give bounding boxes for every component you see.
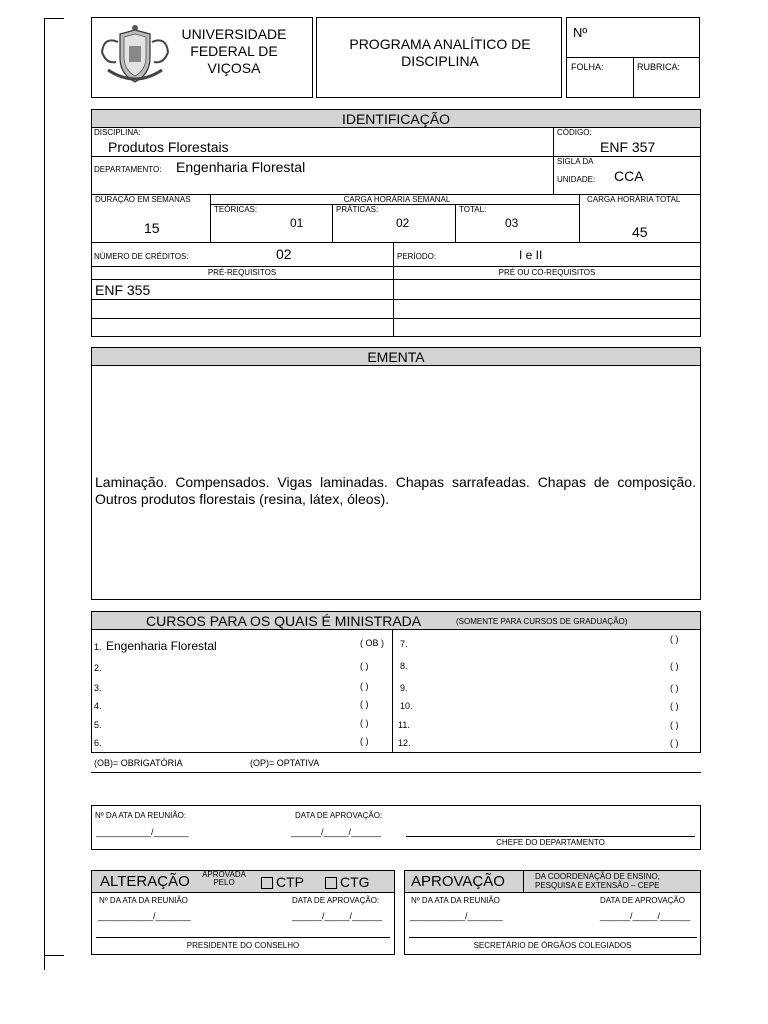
codigo-value: ENF 357	[600, 139, 656, 155]
presidente-signature-line	[96, 937, 390, 938]
legend-underline	[91, 772, 701, 773]
chefe-signature-line	[406, 836, 695, 837]
aprovacao-sub-2: PESQUISA E EXTENSÃO – CEPE	[535, 881, 660, 890]
ementa-title: EMENTA	[367, 349, 425, 365]
curso-num: 8.	[400, 661, 408, 671]
ctg-label: CTG	[340, 874, 370, 890]
curso-tipo: ( )	[360, 699, 369, 709]
coreq-label: PRÉ OU CO-REQUISITOS	[498, 268, 596, 277]
disciplina-value: Produtos Florestais	[108, 139, 229, 155]
cursos-subtitle: (SOMENTE PARA CURSOS DE GRADUAÇÃO)	[456, 617, 628, 626]
legend-optativa: (OP)= OPTATIVA	[250, 758, 320, 768]
ctp-label: CTP	[276, 874, 304, 890]
periodo-value: I e II	[519, 248, 543, 262]
header-university-box	[91, 17, 313, 98]
alteracao-data-blank[interactable]: ______/_____/______	[292, 911, 383, 921]
curso-num: 2.	[94, 663, 102, 673]
ctp-checkbox[interactable]	[261, 874, 304, 890]
curso-tipo: ( )	[670, 661, 679, 671]
prereq-value: ENF 355	[95, 282, 151, 298]
aprovacao-data-blank[interactable]: ______/_____/______	[600, 911, 691, 921]
header-number-box	[566, 17, 700, 98]
aprovada-pelo-label	[198, 871, 250, 887]
prereq-label: PRÉ-REQUISITOS	[207, 268, 277, 277]
col-divider-210	[210, 194, 211, 242]
praticas-label: PRÁTICAS:	[336, 205, 379, 214]
rubrica-label: RUBRICA:	[637, 62, 681, 72]
rubrica-tick	[633, 78, 634, 92]
curso-num: 6.	[94, 738, 102, 748]
reuniao-data-blank[interactable]: ______/_____/______	[291, 827, 382, 837]
margin-line	[44, 18, 45, 970]
row-divider-5	[91, 279, 701, 280]
aprovacao-title: APROVAÇÃO	[411, 873, 505, 890]
curso-num: 7.	[400, 639, 408, 649]
curso-tipo: ( )	[670, 634, 679, 644]
alteracao-ata-blank[interactable]: ___________/_______	[98, 911, 191, 921]
university-crest-icon	[98, 24, 172, 90]
reuniao-data-label: DATA DE APROVAÇÃO:	[295, 811, 383, 820]
teoricas-label: TEÓRICAS:	[214, 205, 258, 214]
curso-num: 9.	[400, 683, 408, 693]
curso-tipo: ( )	[670, 738, 679, 748]
curso-num: 4.	[94, 701, 102, 711]
curso-num: 3.	[94, 683, 102, 693]
row-divider-3	[91, 242, 701, 243]
disciplina-label: DISCIPLINA:	[94, 128, 141, 137]
curso-row	[94, 637, 217, 655]
legend-obrigatoria: (OB)= OBRIGATÓRIA	[94, 758, 183, 768]
alteracao-header	[91, 870, 395, 893]
curso-num: 10.	[400, 701, 413, 711]
alteracao-data-label: DATA DE APROVAÇÃO:	[292, 896, 380, 905]
carga-sub-divider	[210, 204, 579, 205]
ctg-checkbox-box[interactable]	[325, 877, 337, 889]
aprovada-label-2: PELO	[213, 878, 235, 887]
row-divider-4	[91, 266, 701, 267]
cursos-section	[91, 611, 701, 753]
curso-num: 5.	[94, 720, 102, 730]
total-value: 03	[505, 216, 519, 230]
carga-semanal-label: CARGA HORÁRIA SEMANAL	[343, 195, 451, 204]
carga-total-value: 45	[632, 224, 648, 240]
codigo-label: CÓDIGO:	[557, 128, 592, 137]
cursos-divider	[392, 630, 393, 753]
alteracao-title: ALTERAÇÃO	[100, 873, 190, 890]
duracao-value: 15	[144, 220, 160, 236]
departamento-value: Engenharia Florestal	[176, 159, 306, 175]
reuniao-ata-label: Nº DA ATA DA REUNIÃO:	[95, 811, 187, 820]
reuniao-ata-blank[interactable]: ___________/_______	[96, 827, 189, 837]
creditos-label: NÚMERO DE CRÉDITOS:	[94, 252, 189, 261]
cursos-header	[91, 611, 701, 630]
codigo-divider	[553, 128, 554, 194]
ementa-header	[91, 347, 701, 366]
presidente-label: PRESIDENTE DO CONSELHO	[186, 941, 300, 950]
curso-name: Engenharia Florestal	[105, 639, 217, 653]
margin-tick-top	[44, 18, 64, 19]
ctg-checkbox[interactable]	[325, 874, 370, 890]
curso-tipo: ( OB )	[360, 638, 384, 648]
curso-tipo: ( )	[670, 683, 679, 693]
ctp-checkbox-box[interactable]	[261, 877, 273, 889]
cursos-title: CURSOS PARA OS QUAIS É MINISTRADA	[146, 613, 422, 629]
document-title: PROGRAMA ANALÍTICO DE DISCIPLINA	[349, 36, 531, 69]
curso-tipo: ( )	[360, 736, 369, 746]
aprovacao-title-divider	[523, 871, 524, 892]
aprovacao-sub-1: DA COORDENAÇÃO DE ENSINO,	[535, 872, 660, 881]
creditos-divider	[393, 242, 394, 337]
departamento-label: DEPARTAMENTO:	[94, 165, 162, 174]
sigla-label-1: SIGLA DA	[557, 157, 594, 166]
curso-tipo: ( )	[360, 661, 369, 671]
total-label: TOTAL:	[459, 205, 487, 214]
row-divider-7	[91, 318, 701, 319]
secretario-label: SECRETÁRIO DE ÓRGÃOS COLEGIADOS	[473, 941, 632, 950]
university-name: UNIVERSIDADE FEDERAL DE VIÇOSA	[181, 26, 287, 76]
col-divider-455	[455, 204, 456, 242]
sigla-value: CCA	[614, 168, 644, 184]
aprovacao-data-label: DATA DE APROVAÇÃO	[600, 896, 685, 905]
teoricas-value: 01	[290, 216, 304, 230]
curso-tipo: ( )	[360, 718, 369, 728]
col-divider-579	[579, 194, 580, 242]
aprovacao-subtitle	[535, 872, 660, 890]
margin-tick-bottom	[44, 955, 64, 956]
row-divider-1	[91, 156, 701, 157]
curso-num: 12.	[398, 738, 411, 748]
aprovacao-ata-blank[interactable]: ___________/_______	[410, 911, 503, 921]
curso-tipo: ( )	[670, 701, 679, 711]
creditos-value: 02	[276, 246, 292, 262]
aprovacao-header	[404, 870, 701, 893]
carga-total-label: CARGA HORÁRIA TOTAL	[587, 195, 681, 204]
curso-num: 1.	[94, 642, 102, 652]
duracao-label: DURAÇÃO EM SEMANAS	[95, 195, 191, 204]
chefe-label: CHEFE DO DEPARTAMENTO	[496, 838, 605, 847]
curso-tipo: ( )	[670, 720, 679, 730]
sigla-label-2: UNIDADE:	[557, 175, 596, 184]
ementa-text: Laminação. Compensados. Vigas laminadas. Chapas sarrafeadas. Chapas de composição. Outros produtos florestais (resina, látex, óleos).	[95, 474, 696, 507]
curso-tipo: ( )	[360, 681, 369, 691]
folha-label: FOLHA:	[571, 62, 604, 72]
alteracao-ata-label: Nº DA ATA DA REUNIÃO	[99, 896, 188, 905]
praticas-value: 02	[396, 216, 410, 230]
numero-label: Nº	[573, 25, 588, 40]
curso-num: 11.	[398, 720, 410, 730]
periodo-label: PERÍODO:	[397, 252, 437, 261]
col-divider-332	[332, 204, 333, 242]
header-title-box	[316, 17, 562, 98]
identificacao-title: IDENTIFICAÇÃO	[341, 111, 451, 127]
row-divider-6	[91, 299, 701, 300]
identificacao-header	[91, 109, 701, 128]
aprovada-label-1: APROVADA	[202, 870, 246, 879]
aprovacao-ata-label: Nº DA ATA DA REUNIÃO	[411, 896, 500, 905]
secretario-signature-line	[409, 937, 697, 938]
